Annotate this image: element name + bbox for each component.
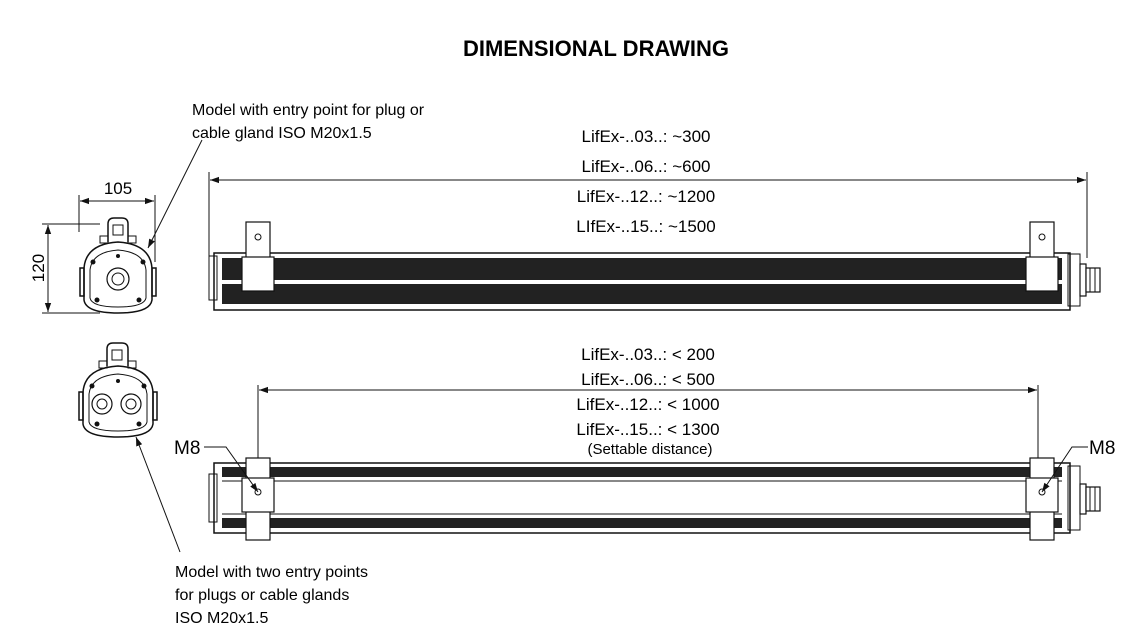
note-single-entry-line-2: cable gland ISO M20x1.5 [192,125,372,142]
luminaire-bottom-view [174,345,1115,540]
note-double-entry-line-2: for plugs or cable glands [175,587,350,604]
note-single-entry-leader [148,140,202,248]
drawing-title: DIMENSIONAL DRAWING [462,36,730,61]
m8-label-right: M8 [1089,438,1116,459]
settable-distance-note: (Settable distance) [587,441,713,458]
width-label: 105 [103,179,133,198]
end-view-single-entry [29,179,156,313]
m8-label-left: M8 [174,438,201,459]
length-label-06: LifEx-..06..: ~600 [581,157,711,176]
distance-label-06: LifEx-..06..: < 500 [581,370,715,389]
length-label-15: LIfEx-..15..: ~1500 [576,217,716,236]
distance-label-12: LifEx-..12..: < 1000 [576,395,720,414]
note-double-entry-line-1: Model with two entry points [175,564,368,581]
length-label-03: LifEx-..03..: ~300 [581,127,711,146]
distance-label-15: LifEx-..15..: < 1300 [576,420,720,439]
note-single-entry-line-1: Model with entry point for plug or [192,102,425,119]
luminaire-top-view [209,127,1100,310]
note-double-entry-line-3: ISO M20x1.5 [175,610,269,627]
length-label-12: LifEx-..12..: ~1200 [576,187,716,206]
height-label: 120 [29,253,48,283]
note-single-entry [148,102,425,248]
end-view-double-entry [79,343,157,437]
distance-label-03: LifEx-..03..: < 200 [581,345,715,364]
